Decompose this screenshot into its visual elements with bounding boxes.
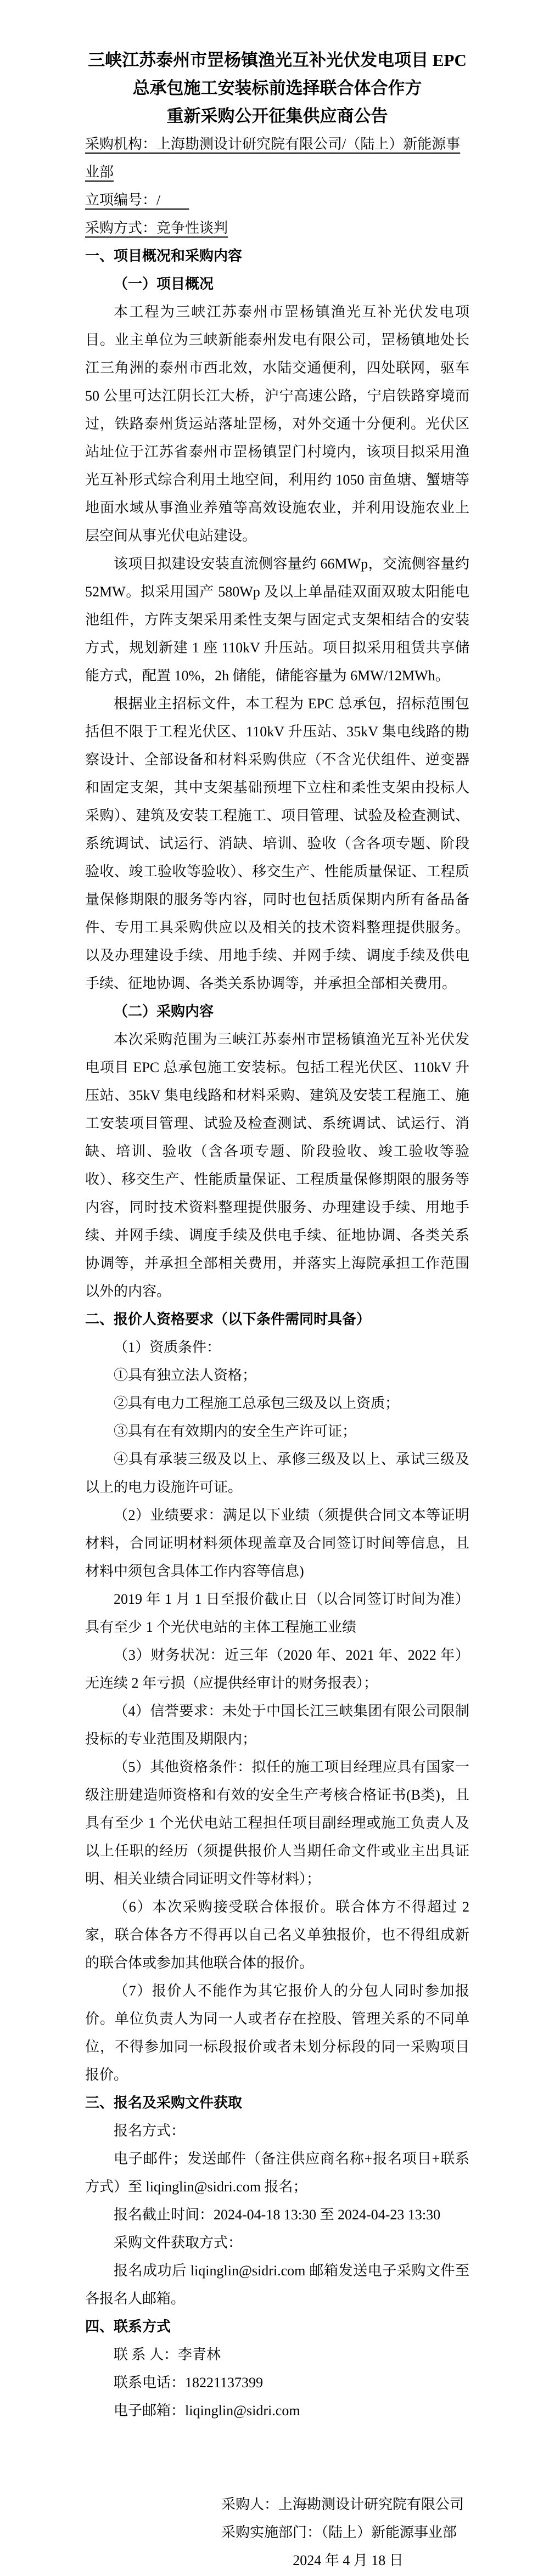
document-title bbox=[85, 46, 469, 130]
document-acquisition-detail: 报名成功后 liqinglin@sidri.com 邮箱发送电子采购文件至各报名人邮箱。 bbox=[85, 2263, 469, 2307]
qualification-6-consortium: （6）本次采购接受联合体报价。联合体方不得超过 2 家，联合体各方不得再以自己名义单独报价，也不得组成新的联合体或参加其他联合体的报价。 bbox=[85, 1899, 469, 1971]
section-3-heading: 三、报名及采购文件获取 bbox=[85, 2094, 243, 2111]
announcement-date: 2024 年 4 月 18 日 bbox=[293, 2552, 404, 2568]
purchaser-line: 采购人：上海勘测设计研究院有限公司 bbox=[221, 2496, 464, 2512]
paragraph-project-overview-1: 本工程为三峡江苏泰州市罡杨镇渔光互补光伏发电项目。业主单位为三峡新能泰州发电有限公司，罡杨镇地处长江三角洲的泰州市西北效，水陆交通便利，四处联网，驱车 50 公里可达江阴长江大桥，沪宁高速公路，宁启铁路穿境而过，铁路泰州货运站落址罡杨，对外交通十分便利。光伏区站址位于江苏省泰州市罡杨镇罡门村境内，该项目拟采用渔光互补形式综合利用土地空间，利用约 1050 亩鱼塘、蟹塘等地面水域从事渔业养殖等高效设施农业，并利用设施农业上层空间从事光伏电站建设。 bbox=[85, 304, 469, 544]
qualification-1-item-4: ④具有承装三级及以上、承修三级及以上、承试三级及以上的电力设施许可证。 bbox=[85, 1451, 469, 1495]
paragraph-procurement-content: 本次采购范围为三峡江苏泰州市罡杨镇渔光互补光伏发电项目 EPC 总承包施工安装标。包括工程光伏区、110kV 升压站、35kV 集电线路和材料采购、建筑及安装工程施工、施工安装项目管理、试验及检查测试、系统调试、试运行、消缺、培训、验收（含各项专题、阶段验收、竣工验收等验收）、移交生产、性能质量保证、工程质量保修期限的服务等内容，同时技术资料整理提供服务、办理建设手续、用地手续、并网手续、调度手续及供电手续、征地协调、各类关系协调等，并承担全部相关费用，并落实上海院承担工作范围以外的内容。 bbox=[85, 1031, 469, 1299]
section-2-heading: 二、报价人资格要求（以下条件需同时具备） bbox=[85, 1311, 371, 1327]
qualification-1-item-2: ②具有电力工程施工总承包三级及以上资质； bbox=[114, 1395, 400, 1411]
qualification-2-performance: （2）业绩要求：满足以下业绩（须提供合同文本等证明材料，合同证明材料须体现盖章及合同签订时间等信息，且材料中须包含具体工作内容等信息) bbox=[85, 1507, 469, 1579]
procurement-agency-line: 采购机构：上海勘测设计研究院有限公司/（陆上）新能源事业部 bbox=[85, 136, 461, 180]
paragraph-project-overview-2: 该项目拟建设安装直流侧容量约 66MWp，交流侧容量约 52MW。拟采用国产 580Wp 及以上单晶硅双面双玻太阳能电池组件，方阵支架采用柔性支架与固定式支架相结合的安装方式，规划新建 1 座 110kV 升压站。项目拟采用租赁共享储能方式，配置 10%，2h 储能，储能容量为 6MW/12MWh。 bbox=[85, 556, 469, 684]
registration-deadline: 报名截止时间：2024-04-18 13:30 至 2024-04-23 13:30 bbox=[114, 2207, 441, 2223]
qualification-2-performance-detail: 2019 年 1 月 1 日至报价截止日（以合同签订时间为准）具有至少 1 个光伏电站的主体工程施工业绩 bbox=[85, 1591, 469, 1635]
registration-method-detail: 电子邮件；发送邮件（备注供应商名称+报名项目+联系方式）至 liqinglin@sidri.com 报名； bbox=[85, 2151, 469, 2195]
implementing-department-line: 采购实施部门：（陆上）新能源事业部 bbox=[221, 2524, 457, 2540]
paragraph-project-overview-3: 根据业主招标文件，本工程为 EPC 总承包，招标范围包括但不限于工程光伏区、110kV 升压站、35kV 集电线路的勘察设计、全部设备和材料采购供应（不含光伏组件、逆变器和固定支架，其中支架基础预埋下立柱和柔性支架由投标人采购）、建筑及安装工程施工、项目管理、试验及检查测试、系统调试、试运行、消缺、培训、验收（含各项专题、阶段验收、竣工验收等验收）、移交生产、性能质量保证、工程质量保修期限的服务等内容，同时也包括质保期内所有备品备件、专用工具采购供应以及相关的技术资料整理提供服务。以及办理建设手续、用地手续、并网手续、调度手续及供电手续、征地协调、各类关系协调等，并承担全部相关费用。 bbox=[85, 696, 469, 991]
qualification-5-other: （5）其他资格条件：拟任的施工项目经理应具有国家一级注册建造师资格和有效的安全生产考核合格证书(B类)，且具有至少 1 个光伏电站工程担任项目副经理或施工负责人及以上任职的经历（须提供报价人当期任命文件或业主出具证明、相关业绩合同证明文件等材料）； bbox=[85, 1759, 469, 1887]
document-title-line-2: 总承包施工安装标前选择联合体合作方 bbox=[132, 78, 422, 98]
project-number-line: 立项编号：/ bbox=[85, 192, 189, 208]
section-1-2-heading: （二）采购内容 bbox=[114, 1004, 214, 1019]
contact-person: 联 系 人：李青林 bbox=[114, 2347, 221, 2363]
qualification-3-financial: （3）财务状况：近三年（2020 年、2021 年、2022 年）无连续 2 年亏损（应提供经审计的财务报表）； bbox=[85, 1647, 469, 1691]
section-1-heading: 一、项目概况和采购内容 bbox=[85, 247, 243, 264]
contact-email: 电子邮箱：liqinglin@sidri.com bbox=[114, 2403, 300, 2419]
qualification-7-restriction: （7）报价人不能作为其它报价人的分包人同时参加报价。单位负责人为同一人或者存在控股、管理关系的不同单位，不得参加同一标段报价或者未划分标段的同一采购项目报价。 bbox=[85, 1983, 469, 2083]
signature-gap bbox=[85, 2425, 469, 2490]
document-acquisition-label: 采购文件获取方式： bbox=[114, 2235, 243, 2251]
qualification-4-reputation: （4）信誉要求：未处于中国长江三峡集团有限公司限制投标的专业范围及期限内； bbox=[85, 1703, 469, 1747]
procurement-method-line: 采购方式：竞争性谈判 bbox=[85, 220, 228, 236]
section-4-heading: 四、联系方式 bbox=[85, 2318, 171, 2335]
section-1-1-heading: （一）项目概况 bbox=[114, 276, 214, 292]
document-title-line-1: 三峡江苏泰州市罡杨镇渔光互补光伏发电项目 EPC bbox=[88, 50, 467, 70]
document-title-line-3: 重新采购公开征集供应商公告 bbox=[166, 106, 388, 126]
qualification-1-item-1: ①具有独立法人资格； bbox=[114, 1367, 257, 1383]
qualification-1-item-3: ③具有在有效期内的安全生产许可证； bbox=[114, 1423, 357, 1439]
contact-phone: 联系电话：18221137399 bbox=[114, 2375, 264, 2391]
registration-method-label: 报名方式： bbox=[114, 2123, 186, 2139]
qualification-1-heading: （1）资质条件： bbox=[114, 1339, 221, 1355]
